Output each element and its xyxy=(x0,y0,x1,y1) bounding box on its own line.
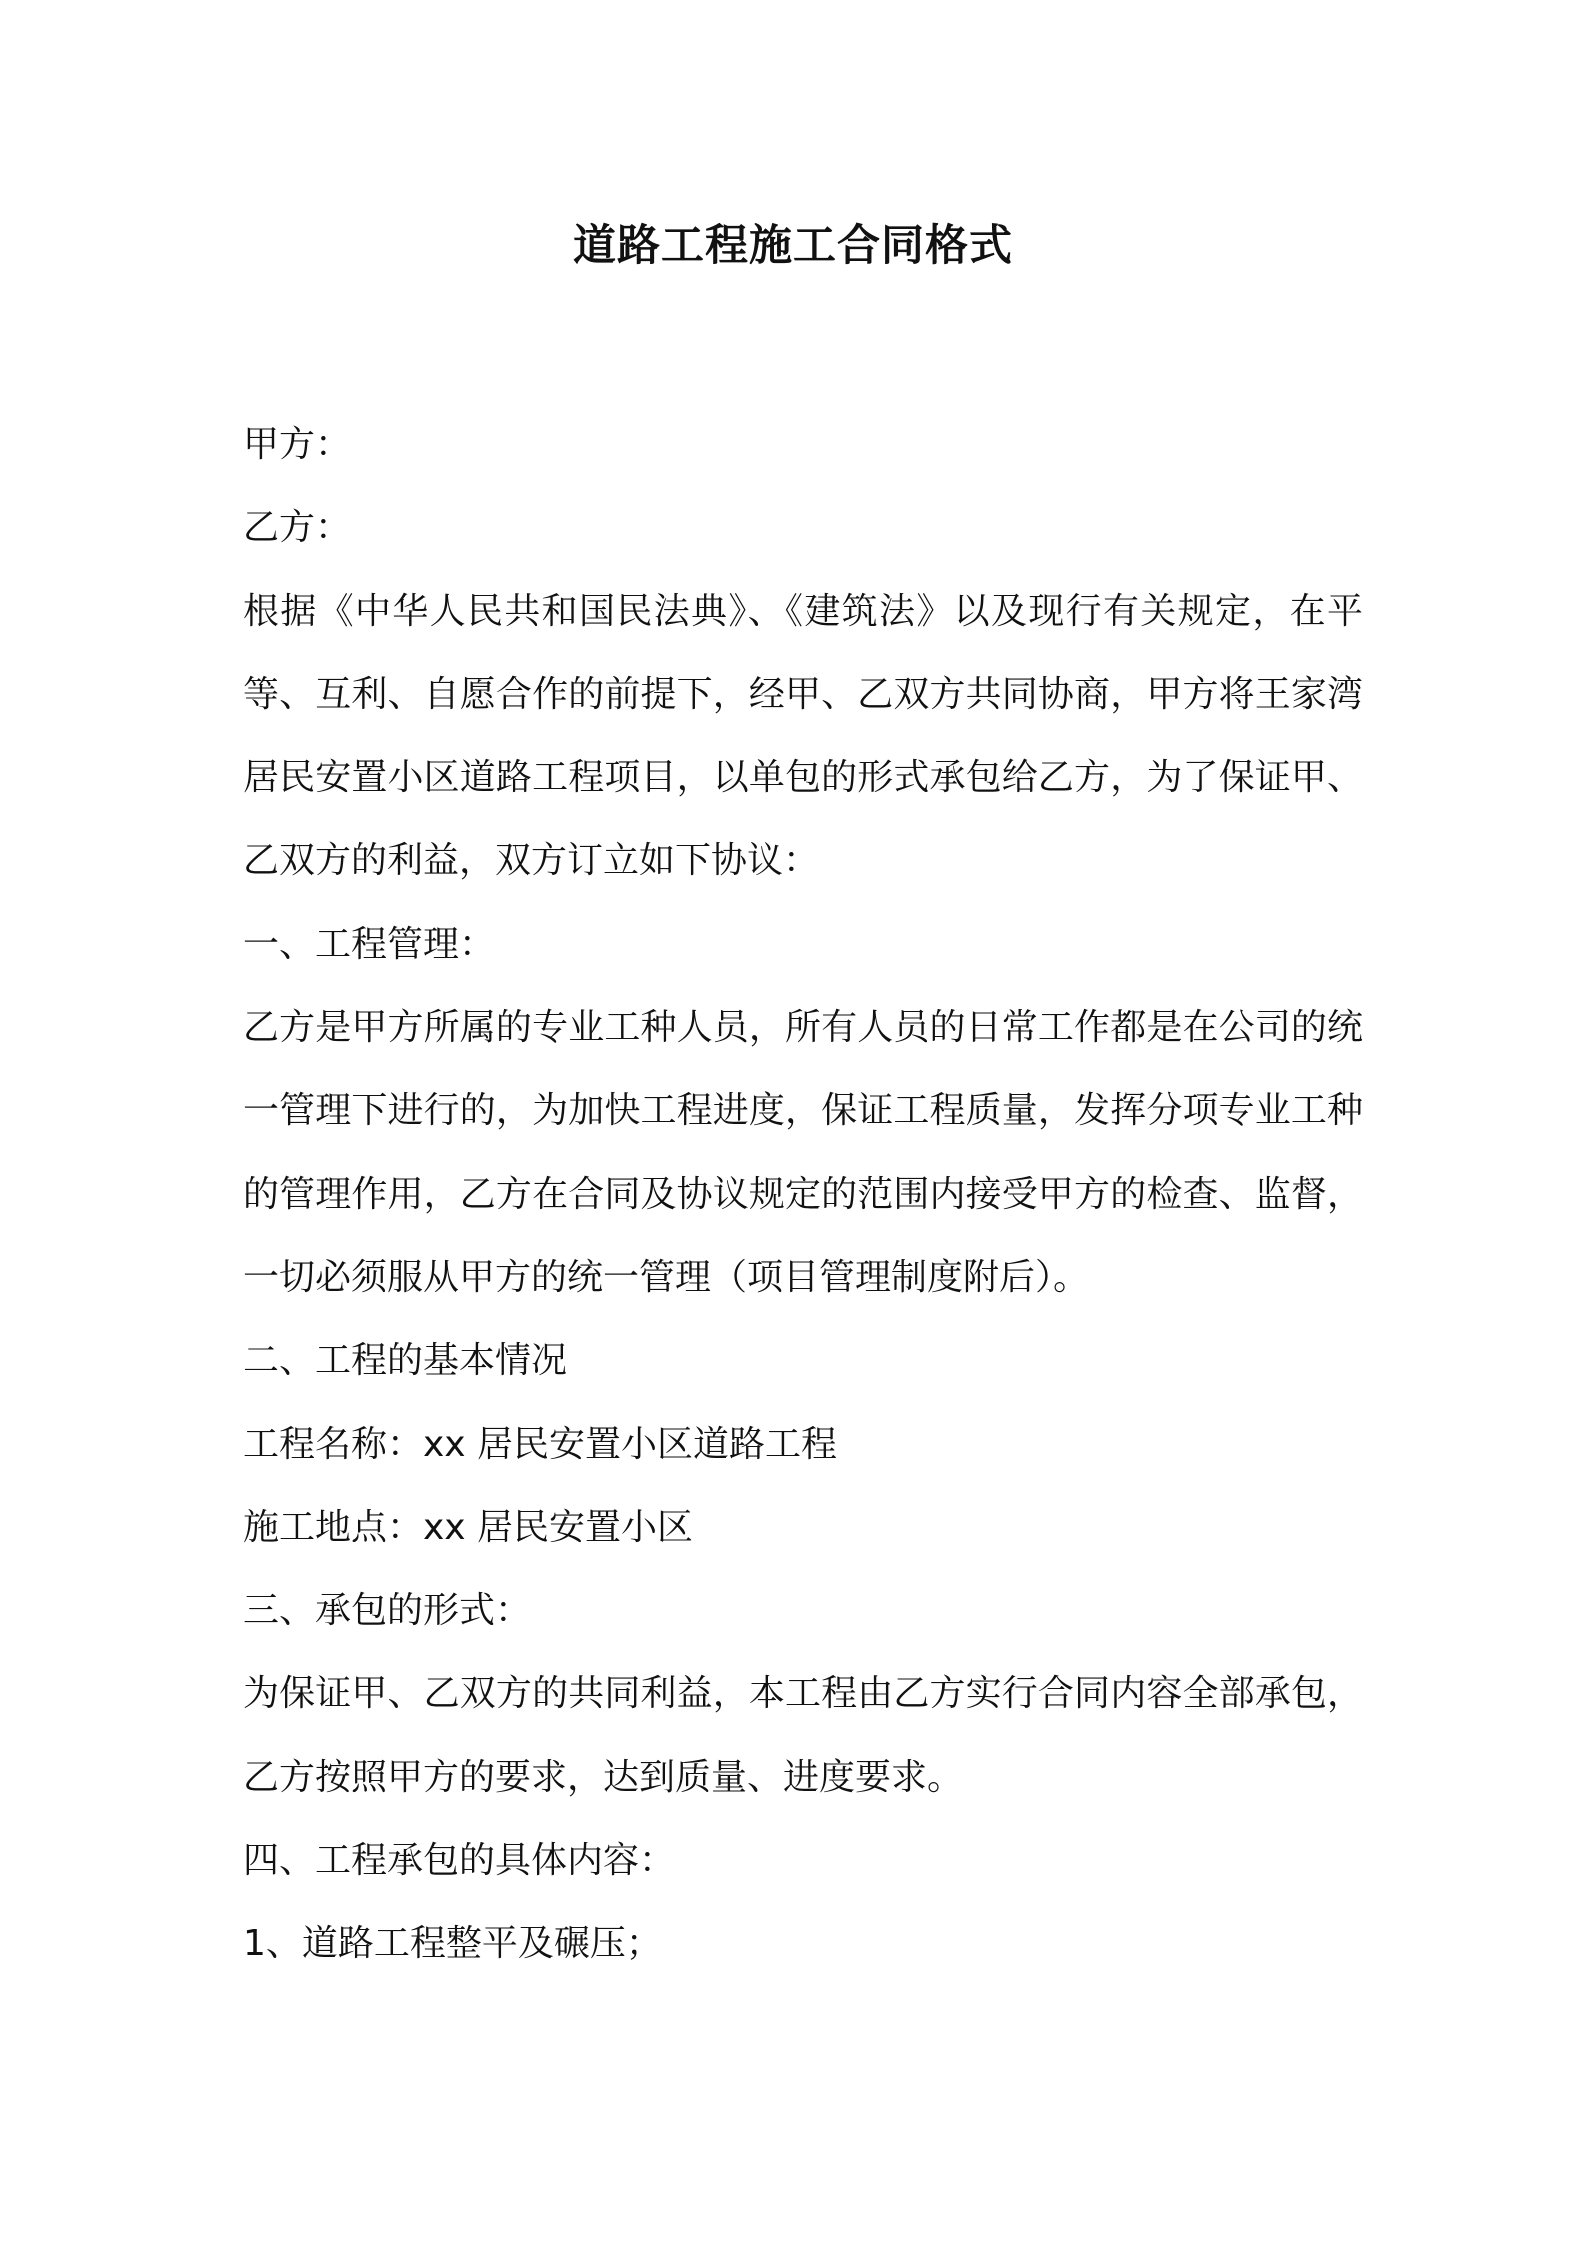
list-item: 1、道路工程整平及碾压； xyxy=(243,1923,662,1965)
party-a-line: 甲方： xyxy=(243,424,352,465)
construction-site-line: 施工地点：xx 居民安置小区 xyxy=(243,1506,694,1548)
section-heading-3: 三、承包的形式： xyxy=(243,1590,532,1632)
document-title: 道路工程施工合同格式 xyxy=(573,221,1013,271)
section-1-paragraph: 乙方是甲方所属的专业工种人员，所有人员的日常工作都是在公司的统一管理下进行的，为加快工程进度，保证工程质量，发挥分项专业工种的管理作用，乙方在合同及协议规定的范围内接受甲方的检查、监督，一切必须服从甲方的统一管理（项目管理制度附后）。 xyxy=(243,1007,1363,1298)
section-heading-4: 四、工程承包的具体内容： xyxy=(243,1840,676,1882)
document-body xyxy=(243,403,1363,1986)
project-name-line: 工程名称：xx 居民安置小区道路工程 xyxy=(243,1423,838,1465)
party-b-line: 乙方： xyxy=(243,507,352,549)
preamble-paragraph: 根据《中华人民共和国民法典》、《建筑法》以及现行有关规定，在平等、互利、自愿合作的前提下，经甲、乙双方共同协商，甲方将王家湾居民安置小区道路工程项目，以单包的形式承包给乙方，为了保证甲、乙双方的利益，双方订立如下协议： xyxy=(243,590,1363,882)
section-3-paragraph: 为保证甲、乙双方的共同利益，本工程由乙方实行合同内容全部承包，乙方按照甲方的要求，达到质量、进度要求。 xyxy=(243,1673,1363,1798)
section-heading-1: 一、工程管理： xyxy=(243,923,496,965)
section-heading-2: 二、工程的基本情况 xyxy=(243,1340,568,1382)
